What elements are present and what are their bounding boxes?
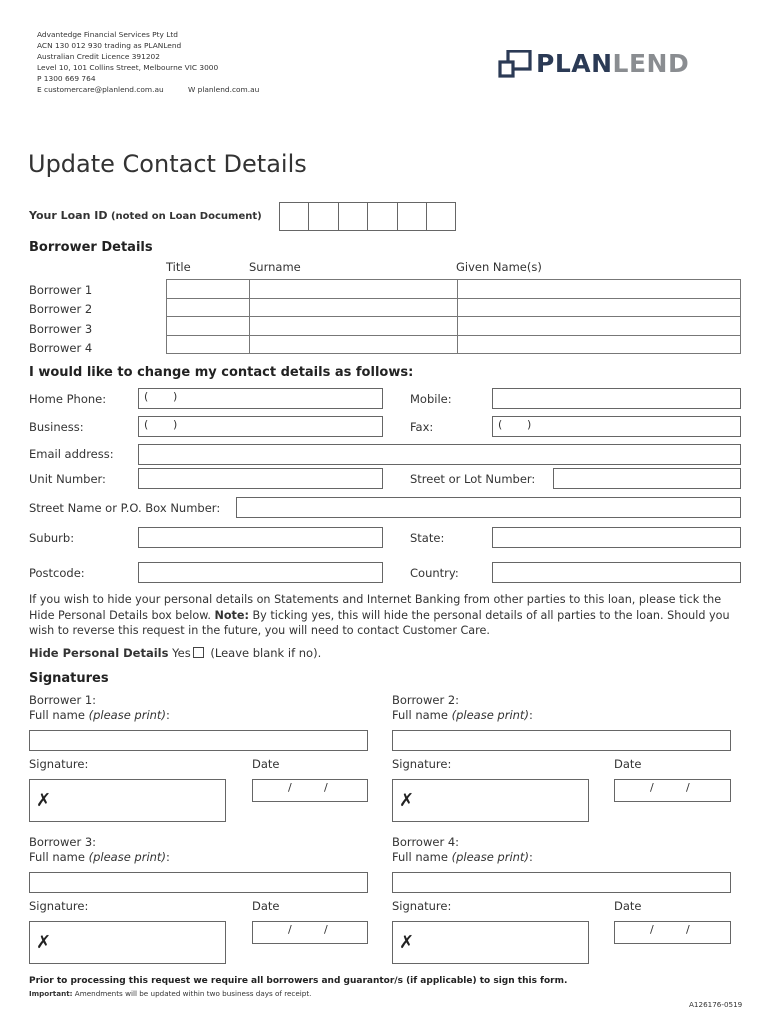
borrower-table — [166, 279, 741, 354]
privacy-note-label: Note: — [214, 608, 249, 622]
sig-4-fullname-input[interactable] — [392, 872, 731, 893]
sig-2-signature-box[interactable] — [392, 779, 589, 822]
sign-here-mark: ✗ — [399, 790, 415, 811]
borrower-1-surname-field[interactable] — [250, 280, 458, 299]
sig-4-signature-box[interactable] — [392, 921, 589, 964]
borrower-2-label: Borrower 2 — [29, 302, 93, 316]
street-lot-label: Street or Lot Number: — [410, 472, 536, 486]
sign-here-mark: ✗ — [399, 932, 415, 953]
hide-details-checkbox[interactable] — [193, 647, 204, 658]
postcode-input[interactable] — [138, 562, 383, 583]
street-lot-input[interactable] — [553, 468, 741, 489]
borrower-3-label: Borrower 3 — [29, 322, 93, 336]
borrower-3-given-field[interactable] — [458, 317, 741, 336]
borrower-2-surname-field[interactable] — [250, 298, 458, 317]
page-title: Update Contact Details — [28, 150, 307, 178]
table-row — [167, 298, 741, 317]
logo-lend: LEND — [612, 49, 690, 78]
privacy-text-1: If you wish to hide your personal details on Statements and Internet Banking from other parties to this loan, please tick the Hide Personal Details box below. — [29, 593, 722, 622]
company-email: E customercare@planlend.com.au — [37, 85, 164, 94]
email-label: Email address: — [29, 447, 114, 461]
planlend-logo — [498, 48, 734, 80]
table-row — [167, 317, 741, 336]
country-label: Country: — [410, 566, 459, 580]
col-surname: Surname — [249, 260, 301, 274]
mobile-input[interactable] — [492, 388, 741, 409]
company-acn: ACN 130 012 930 trading as PLANLend — [37, 41, 182, 50]
form-code: A126176-0519 — [689, 1000, 743, 1009]
date-slash: / — [324, 923, 328, 936]
logo-plan: PLAN — [536, 49, 613, 78]
signatures-heading: Signatures — [29, 671, 109, 686]
sig-1-fullname-input[interactable] — [29, 730, 368, 751]
state-input[interactable] — [492, 527, 741, 548]
borrower-4-label: Borrower 4 — [29, 341, 93, 355]
suburb-input[interactable] — [138, 527, 383, 548]
sig-4-signature-label: Signature: — [392, 899, 452, 913]
company-phone: P 1300 669 764 — [37, 74, 96, 83]
sig-borrower-1-label: Borrower 1: — [29, 693, 97, 707]
planlend-logo-icon — [498, 50, 534, 80]
hide-details-blank-note: (Leave blank if no). — [210, 646, 322, 660]
street-name-input[interactable] — [236, 497, 741, 518]
footer-prior-note: Prior to processing this request we require all borrowers and guarantor/s (if applicable) to sign this form. — [29, 976, 568, 986]
loan-id-input[interactable] — [279, 202, 456, 231]
paren-close: ) — [527, 418, 532, 431]
borrower-4-title-field[interactable] — [167, 335, 250, 354]
sign-here-mark: ✗ — [36, 790, 52, 811]
sig-4-date-label: Date — [614, 899, 642, 913]
suburb-label: Suburb: — [29, 531, 75, 545]
table-row — [167, 280, 741, 299]
company-web: W planlend.com.au — [188, 85, 260, 94]
sig-3-signature-box[interactable] — [29, 921, 226, 964]
company-name: Advantedge Financial Services Pty Ltd — [37, 30, 178, 39]
borrower-2-given-field[interactable] — [458, 298, 741, 317]
unit-input[interactable] — [138, 468, 383, 489]
borrower-1-label: Borrower 1 — [29, 283, 93, 297]
sig-3-date-label: Date — [252, 899, 280, 913]
privacy-paragraph — [29, 592, 743, 639]
sig-3-signature-label: Signature: — [29, 899, 89, 913]
footer-important: Important: Amendments will be updated within two business days of receipt. — [29, 989, 312, 998]
fax-input[interactable] — [492, 416, 741, 437]
privacy-text-2: By ticking yes, this will hide the personal details of all parties to the loan. Should you wish to reverse this request in the future, you will need to contact Customer Care. — [29, 608, 730, 638]
sig-2-signature-label: Signature: — [392, 757, 452, 771]
borrower-4-surname-field[interactable] — [250, 335, 458, 354]
paren-open: ( — [498, 418, 503, 431]
col-title: Title — [166, 260, 191, 274]
hide-details-label: Hide Personal Details — [29, 646, 169, 660]
sig-1-signature-label: Signature: — [29, 757, 89, 771]
sig-4-date-input[interactable] — [614, 921, 731, 944]
borrower-4-given-field[interactable] — [458, 335, 741, 354]
table-row — [167, 335, 741, 354]
company-address: Level 10, 101 Collins Street, Melbourne VIC 3000 — [37, 63, 219, 72]
fax-label: Fax: — [410, 420, 434, 434]
borrower-details-heading: Borrower Details — [29, 240, 153, 255]
sig-borrower-2-label: Borrower 2: — [392, 693, 460, 707]
date-slash: / — [288, 781, 292, 794]
contact-heading: I would like to change my contact details as follows: — [29, 365, 414, 380]
business-phone-input[interactable] — [138, 416, 383, 437]
sig-2-date-input[interactable] — [614, 779, 731, 802]
country-input[interactable] — [492, 562, 741, 583]
paren-open: ( — [144, 390, 149, 403]
sig-borrower-3-label: Borrower 3: — [29, 835, 97, 849]
sig-4-fullname-label: Full name (please print): — [392, 850, 533, 864]
home-phone-input[interactable] — [138, 388, 383, 409]
col-given-names: Given Name(s) — [456, 260, 542, 274]
date-slash: / — [686, 781, 690, 794]
business-label: Business: — [29, 420, 84, 434]
loan-id-label: Your Loan ID — [29, 209, 108, 222]
date-slash: / — [686, 923, 690, 936]
paren-close: ) — [173, 418, 178, 431]
date-slash: / — [650, 923, 654, 936]
date-slash: / — [288, 923, 292, 936]
postcode-label: Postcode: — [29, 566, 85, 580]
paren-open: ( — [144, 418, 149, 431]
sig-2-fullname-input[interactable] — [392, 730, 731, 751]
state-label: State: — [410, 531, 445, 545]
email-input[interactable] — [138, 444, 741, 465]
date-slash: / — [324, 781, 328, 794]
date-slash: / — [650, 781, 654, 794]
company-licence: Australian Credit Licence 391202 — [37, 52, 160, 61]
planlend-logo-text — [536, 49, 689, 79]
borrower-3-surname-field[interactable] — [250, 317, 458, 336]
sig-3-fullname-label: Full name (please print): — [29, 850, 170, 864]
street-name-label: Street Name or P.O. Box Number: — [29, 501, 221, 515]
sig-1-signature-box[interactable] — [29, 779, 226, 822]
home-phone-label: Home Phone: — [29, 392, 107, 406]
loan-id-label-group — [29, 209, 262, 222]
sign-here-mark: ✗ — [36, 932, 52, 953]
hide-details-yes: Yes — [172, 646, 191, 660]
sig-3-fullname-input[interactable] — [29, 872, 368, 893]
hide-details-row — [29, 646, 321, 660]
sig-2-date-label: Date — [614, 757, 642, 771]
sig-1-fullname-label: Full name (please print): — [29, 708, 170, 722]
borrower-3-title-field[interactable] — [167, 317, 250, 336]
sig-1-date-input[interactable] — [252, 779, 368, 802]
unit-label: Unit Number: — [29, 472, 106, 486]
mobile-label: Mobile: — [410, 392, 452, 406]
borrower-1-given-field[interactable] — [458, 280, 741, 299]
sig-2-fullname-label: Full name (please print): — [392, 708, 533, 722]
paren-close: ) — [173, 390, 178, 403]
loan-id-note: (noted on Loan Document) — [110, 211, 262, 222]
sig-3-date-input[interactable] — [252, 921, 368, 944]
sig-borrower-4-label: Borrower 4: — [392, 835, 460, 849]
borrower-1-title-field[interactable] — [167, 280, 250, 299]
sig-1-date-label: Date — [252, 757, 280, 771]
borrower-2-title-field[interactable] — [167, 298, 250, 317]
